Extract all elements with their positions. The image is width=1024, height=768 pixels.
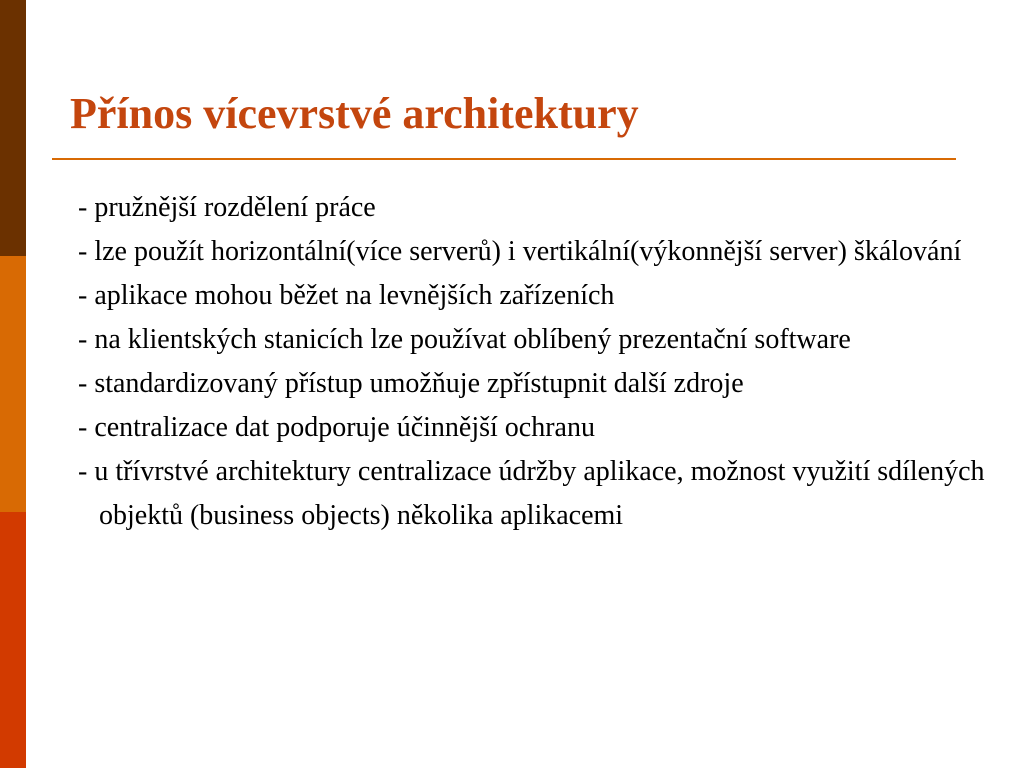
side-bar-segment-middle [0,256,26,512]
bullet-item: - lze použít horizontální(více serverů) i vertikální(výkonnější server) škálování [78,236,962,267]
side-bar-segment-bottom [0,512,26,768]
slide-title: Přínos vícevrstvé architektury [70,89,639,138]
bullet-item: - aplikace mohou běžet na levnějších zařízeních [78,280,615,311]
bullet-item: - u třívrstvé architektury centralizace údržby aplikace, možnost využití sdílených objektů (business objects) několika aplikacemi [78,456,985,531]
side-color-bar [0,0,26,768]
side-bar-segment-top [0,0,26,256]
bullet-item: - na klientských stanicích lze používat oblíbený prezentační software [78,324,851,355]
bullet-list [78,186,1018,538]
bullet-item: - centralizace dat podporuje účinnější ochranu [78,412,595,443]
bullet-item: - standardizovaný přístup umožňuje zpřístupnit další zdroje [78,368,744,399]
title-underline [52,158,956,160]
bullet-item: - pružnější rozdělení práce [78,192,376,223]
